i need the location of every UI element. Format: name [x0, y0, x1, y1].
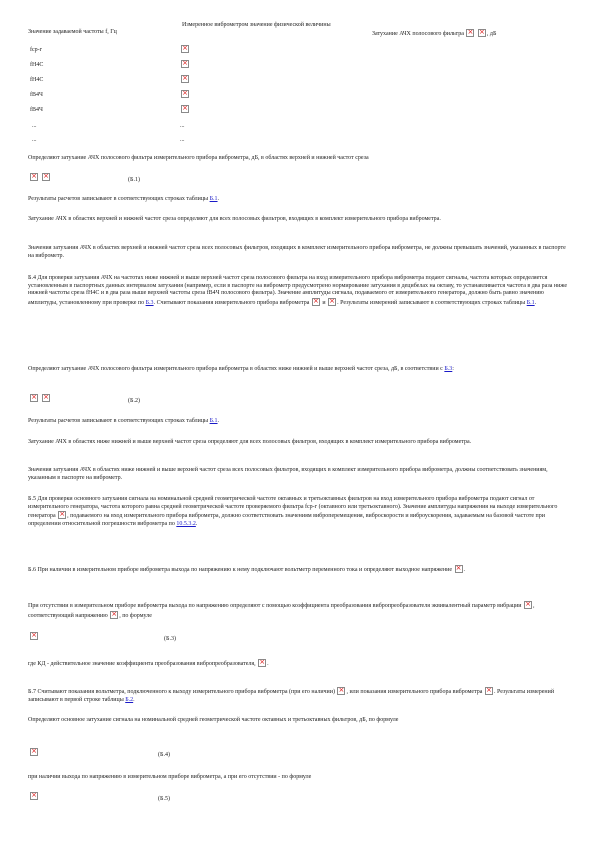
table-header-attenuation	[372, 29, 572, 39]
equation-number: (Б.4)	[158, 752, 170, 758]
table-cell-measured: ...	[180, 137, 185, 143]
formula-image-placeholder-icon	[485, 687, 493, 695]
paragraph-text: При отсутствии в измерительном приборе виброметра выхода по напряжению определяют с помощью коэффициента преобразования вибропреобразователя эквивалентный параметр вибрации	[28, 603, 524, 609]
paragraph	[28, 366, 568, 374]
paragraph-text: .	[133, 696, 135, 703]
paragraph: Значения затухания АЧХ в областях ниже нижней и выше верхней частот среза всех полосовых фильтров, входящих в комплект измерительного прибора виброметра, должны соответствовать значениям, указанным в паспорте на виброметр.	[28, 467, 548, 481]
table-link[interactable]: Б.1	[209, 418, 218, 424]
paragraph	[28, 565, 568, 575]
formula-image-placeholder-icon	[312, 298, 320, 306]
paragraph-text: . Считывают показания измерительного прибора виброметра	[153, 299, 311, 306]
paragraph-text: Определяют затухание АЧХ полосового фильтра измерительного прибора виброметра в областях ниже нижней и выше верхней частот среза, дБ, в соответствии с	[28, 366, 445, 372]
paragraph-text: .	[217, 196, 220, 202]
paragraph: Определяют затухание АЧХ полосового фильтра измерительного прибора виброметра, дБ, в областях верхней и нижней частот среза	[28, 155, 369, 161]
paragraph: Значения затухания АЧХ в областях верхней и нижней частот среза всех полосовых фильтров, входящих в комплект измерительного прибора виброметра, не должны превышать значений, указанных в паспорте на виброметр.	[28, 245, 566, 259]
paragraph-text: .	[463, 567, 466, 573]
equation-number: (Б.1)	[128, 177, 140, 183]
formula-image-placeholder-icon	[466, 29, 474, 37]
paragraph-text: :	[452, 366, 454, 372]
formula-image-placeholder-icon	[181, 45, 189, 53]
paragraph	[28, 496, 568, 528]
formula-image-placeholder-icon	[328, 298, 336, 306]
formula-image-placeholder-icon	[30, 748, 38, 756]
table-link[interactable]: Б.2	[125, 696, 134, 703]
table-cell-frequency: fН4С	[30, 62, 44, 68]
paragraph-text: . Результаты измерений записывают в первой строке таблицы	[28, 689, 555, 703]
paragraph: Затухание АЧХ в областях ниже нижней и выше верхней частот среза определяют для всех полосовых фильтров, входящих в комплект измерительного прибора виброметра.	[28, 439, 472, 445]
formula-image-placeholder-icon	[30, 394, 38, 402]
paragraph-text: Б.5 Для проверки основного затухания сигнала на номинальной средней геометрической частоте октавных и третьоктавных фильтров на вход измерительного прибора виброметра подают сигнал от измерительного генератора, частота которого равна средней геометрической частоте проверяемого фильтра fср-г (октавного или третьоктавного). Значение амплитуды напряжения на выходе измерительного генератора	[28, 496, 558, 520]
paragraph-text: , или показания измерительного прибора виброметра	[346, 689, 484, 695]
formula-image-placeholder-icon	[42, 394, 50, 402]
paragraph: Затухание АЧХ в областях верхней и нижней частот среза определяют для всех полосовых фильтров, входящих в комплект измерительного прибора виброметра.	[28, 216, 441, 222]
table-link[interactable]: Б.1	[526, 299, 535, 306]
section-link[interactable]: Б.3	[444, 366, 453, 372]
table-cell-frequency: fВ4Ч	[30, 107, 43, 113]
paragraph-text: . Результаты измерений записывают в соответствующих строках таблицы	[337, 299, 527, 306]
paragraph	[28, 196, 568, 204]
formula-image-placeholder-icon	[181, 105, 189, 113]
paragraph-text: Результаты расчетов записывают в соответствующих строках таблицы	[28, 196, 210, 202]
table-link[interactable]: Б.1	[209, 196, 218, 202]
table-cell-measured: ...	[180, 123, 185, 129]
formula-image-placeholder-icon	[30, 632, 38, 640]
paragraph-text: , по формуле	[119, 612, 152, 619]
formula-image-placeholder-icon	[478, 29, 486, 37]
paragraph-text: , подаваемого на вход измерительного прибора виброметра, должно соответствовать значениям виброперемещения, виброскорости и виброускорения, задаваемым на базовой частоте при определении относительной погрешности виброметра по	[28, 513, 545, 527]
formula-image-placeholder-icon	[524, 601, 532, 609]
paragraph	[28, 418, 568, 426]
table-header-measured: Измеренное виброметром значение физической величины	[182, 22, 331, 28]
paragraph	[28, 687, 568, 704]
formula-image-placeholder-icon	[181, 90, 189, 98]
paragraph: при наличии выхода по напряжению в измерительном приборе виброметра, а при его отсутствии - по формуле	[28, 774, 312, 780]
paragraph-text: .	[217, 418, 220, 424]
paragraph	[28, 659, 568, 669]
paragraph-text: .	[195, 520, 198, 527]
formula-image-placeholder-icon	[181, 60, 189, 68]
table-header-attenuation-label: Затухание АЧХ полосового фильтра	[372, 31, 464, 37]
formula-image-placeholder-icon	[455, 565, 463, 573]
table-cell-frequency: fН4С	[30, 77, 44, 83]
section-link[interactable]: Б.3	[145, 299, 154, 306]
paragraph-text: , соответствующий напряжению	[28, 603, 535, 619]
paragraph-text: где КД - действительное значение коэффициента преобразования вибропреобразователя,	[28, 661, 258, 667]
paragraph-text: Б.6 При наличии в измерительном приборе виброметра выхода по напряжению к нему подключают вольтметр переменного тока и определяют выходное напряжение	[28, 567, 454, 573]
formula-image-placeholder-icon	[30, 173, 38, 181]
table-header-unit: , дБ	[486, 31, 497, 37]
section-link[interactable]: 10.5.3.2	[176, 520, 196, 527]
table-cell-frequency: ...	[32, 137, 37, 143]
paragraph	[28, 601, 568, 620]
formula-image-placeholder-icon	[258, 659, 266, 667]
paragraph: Определяют основное затухание сигнала на номинальной средней геометрической частоте октавных и третьоктавных фильтров, дБ, по формуле	[28, 717, 399, 723]
formula-image-placeholder-icon	[337, 687, 345, 695]
paragraph-text: Результаты расчетов записывают в соответствующих строках таблицы	[28, 418, 210, 424]
paragraph-text: и	[320, 299, 328, 306]
paragraph-text: Б.7 Считывают показания вольтметра, подключенного к выходу измерительного прибора виброметра (при его наличии)	[28, 689, 337, 695]
equation-number: (Б.2)	[128, 398, 140, 404]
paragraph-text: .	[534, 299, 537, 306]
formula-image-placeholder-icon	[42, 173, 50, 181]
formula-image-placeholder-icon	[58, 511, 66, 519]
table-header-frequency: Значение задаваемой частоты f, Гц	[28, 29, 117, 35]
paragraph	[28, 275, 568, 307]
formula-image-placeholder-icon	[110, 611, 118, 619]
equation-number: (Б.3)	[164, 636, 176, 642]
equation-number: (Б.5)	[158, 796, 170, 802]
paragraph-text: Б.4 Для проверки затухания АЧХ на частотах ниже нижней и выше верхней частот среза полосового фильтра на вход измерительного прибора виброметра подают сигналы, частота которых определяется установленным в паспортных данных интервалом затухания (например, если в паспорте на виброметр предусмотрено нормирование затухания в децибелах на октаву, то устанавливается частота в два раза ниже нижней частоты среза fН4С и в два раза выше верхней частоты среза fВ4Ч полосового фильтра). Значение амплитуды сигнала, подаваемого от измерительного генератора, должно быть равно значению амплитуды, установленному при проверке по	[28, 275, 568, 306]
formula-image-placeholder-icon	[181, 75, 189, 83]
formula-image-placeholder-icon	[30, 792, 38, 800]
paragraph-text: .	[267, 661, 269, 667]
table-cell-frequency: fср-г	[30, 47, 43, 53]
table-cell-frequency: fВ4Ч	[30, 92, 43, 98]
table-cell-frequency: ...	[32, 123, 37, 129]
